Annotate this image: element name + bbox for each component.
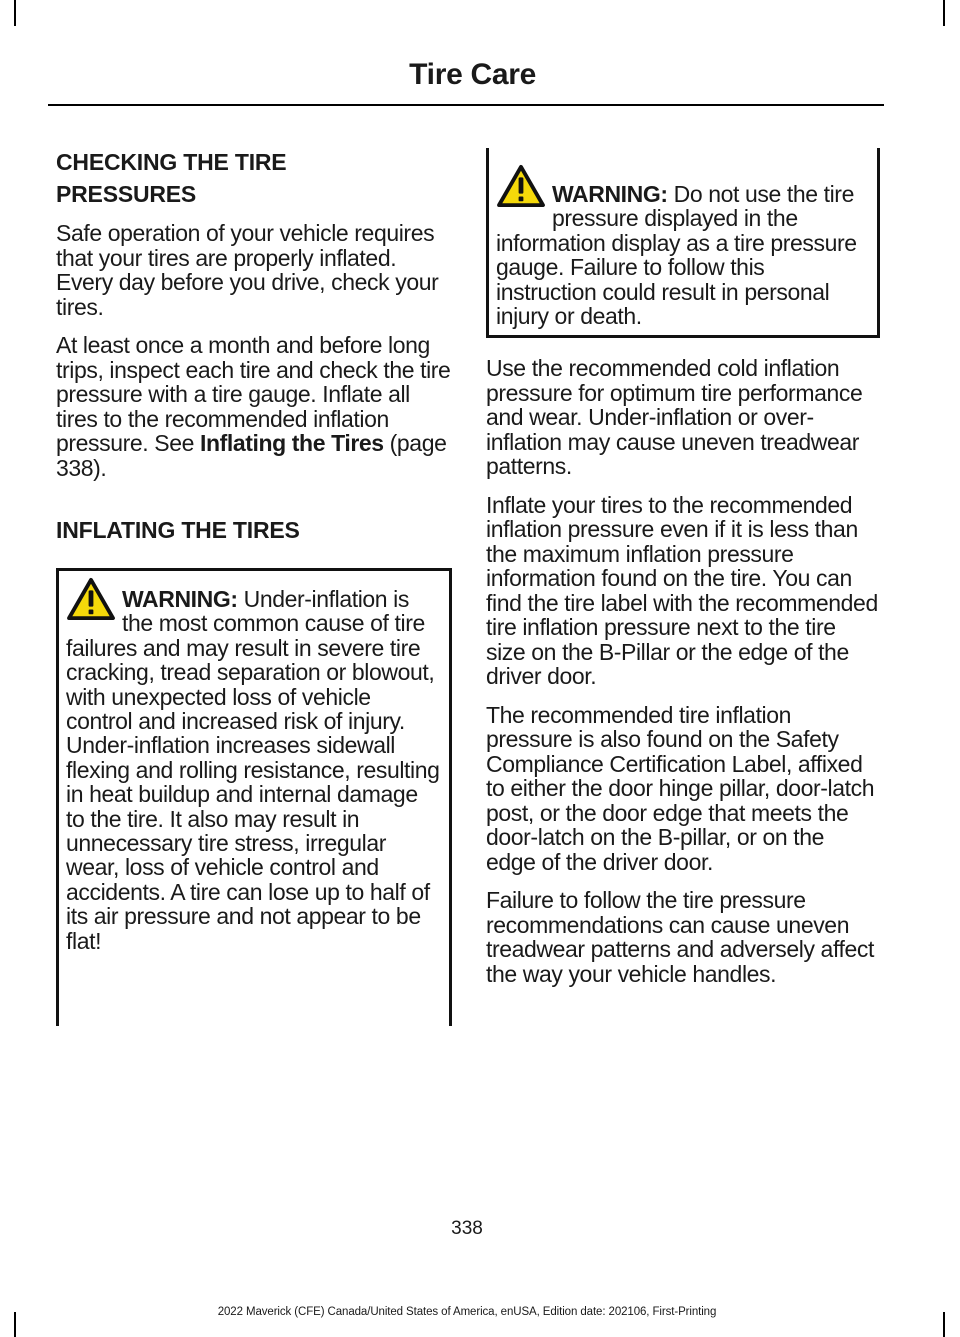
warning-triangle-icon [496,164,546,208]
warning-triangle-icon [66,577,116,621]
heading-checking-tire-pressures: CHECKING THE TIRE PRESSURES [56,149,287,207]
crop-mark-top-right [943,0,945,26]
paragraph-certification-label: The recommended tire inflation pressure is also found on the Safety Compliance Certification Label, affixed to either the door hinge pillar, door-latch post, or the door edge that meets the door-latch on the B-pillar, or on the edge of the driver door. [486,701,875,875]
paragraph-monthly-check: At least once a month and before long trips, inspect each tire and check the tire pressure with a tire gauge. Inflate all tires to the recommended inflation pressure. See Inflating the Tires (page 338). [56,332,451,481]
warning-text-tire-pressure-display: WARNING: Do not use the tire pressure displayed in the information display as a tire pressure gauge. Failure to follow this instruction could result in personal injury or death. [496,181,857,330]
footer-edition-info: 2022 Maverick (CFE) Canada/United States of America, enUSA, Edition date: 202106, First-Printing [217,1306,717,1318]
warning-box-tire-pressure-display [486,148,880,338]
warning-box-under-inflation [56,568,452,1026]
crop-mark-bottom-right [943,1312,945,1337]
paragraph-cold-inflation: Use the recommended cold inflation pressure for optimum tire performance and wear. Under-inflation or over-inflation may cause uneven treadwear patterns. [486,355,863,479]
header-divider [48,104,884,106]
page-number: 338 [451,1218,483,1239]
paragraph-failure-consequences: Failure to follow the tire pressure recommendations can cause uneven treadwear patterns and adversely affect the way your vehicle handles. [486,887,874,987]
crop-mark-top-left [14,0,16,26]
heading-inflating-the-tires: INFLATING THE TIRES [56,517,300,543]
left-column [56,146,454,1026]
right-column [486,148,878,1000]
warning-text-under-inflation: WARNING: Under-inflation is the most common cause of tire failures and may result in severe tire cracking, tread separation or blowout, with unexpected loss of vehicle control and increased risk of injury. Under-inflation increases sidewall flexing and rolling resistance, resulting in heat buildup and internal damage to the tire. It also may result in unnecessary tire stress, irregular wear, loss of vehicle control and accidents. A tire can lose up to half of its air pressure and not appear to be flat! [66,586,440,954]
paragraph-inflate-tires: Inflate your tires to the recommended inflation pressure even if it is less than the maximum inflation pressure information found on the tire. You can find the tire label with the recommended tire inflation pressure next to the tire size on the B-Pillar or the edge of the driver door. [486,491,878,689]
page-section-title: Tire Care [409,58,536,91]
paragraph-safe-operation: Safe operation of your vehicle requires that your tires are properly inflated. Every day before you drive, check your tires. [56,220,439,320]
link-inflating-the-tires[interactable]: Inflating the Tires [199,430,384,456]
